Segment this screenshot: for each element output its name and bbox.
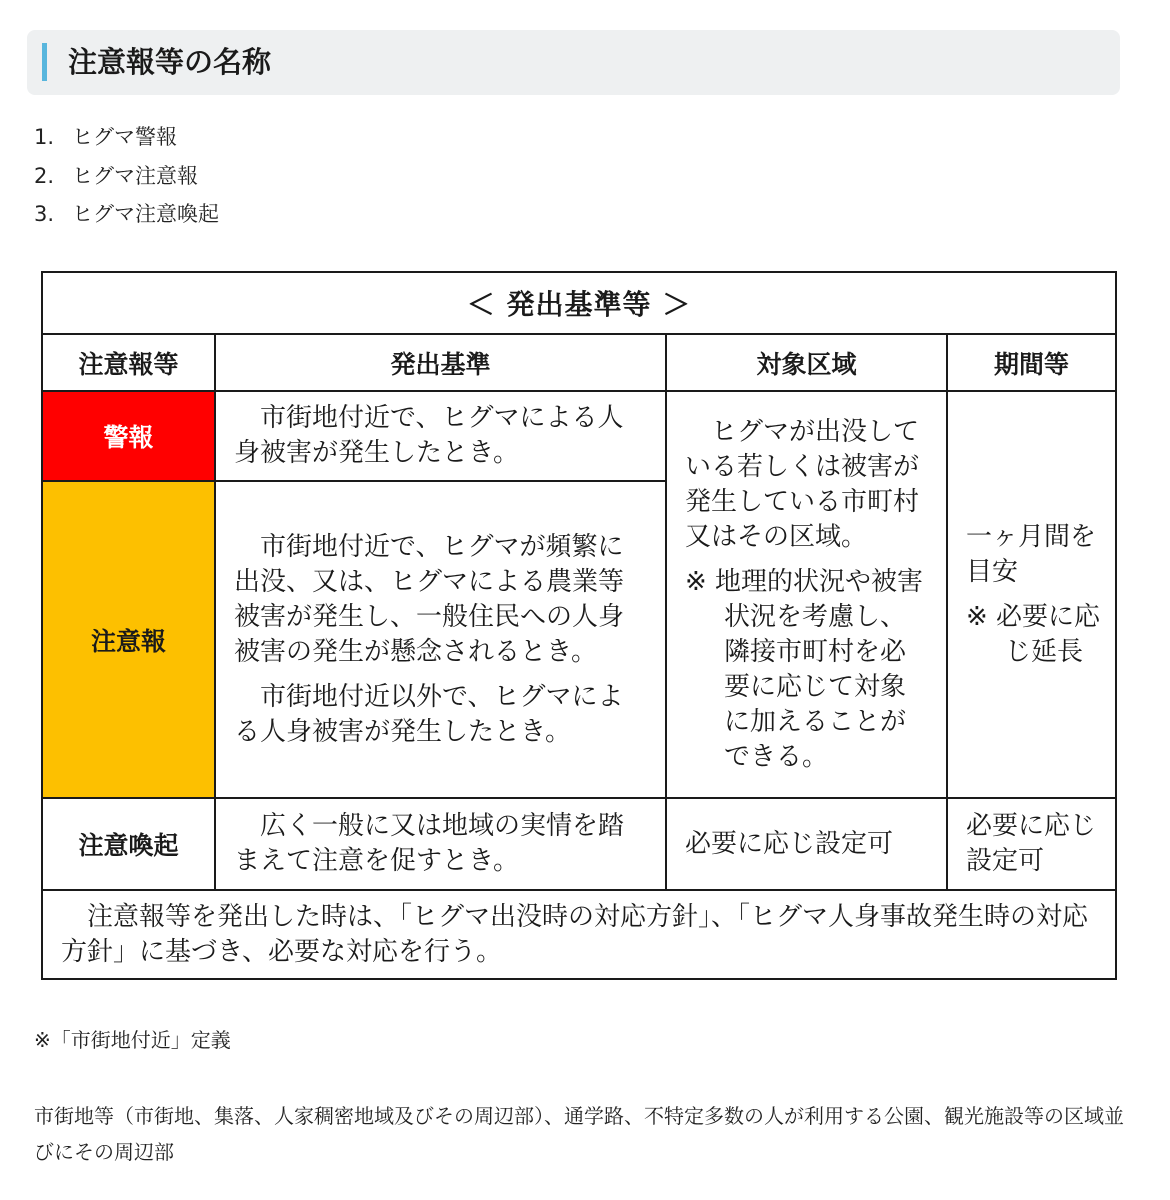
criteria-caution: 広く一般に又は地域の実情を踏まえて注意を促すとき。 (215, 798, 666, 890)
list-item: 3. ヒグマ注意喚起 (34, 202, 219, 226)
period-caution: 必要に応じ設定可 (947, 798, 1116, 890)
list-item: 1. ヒグマ警報 (34, 125, 177, 149)
criteria-warning: 市街地付近で、ヒグマによる人身被害が発生したとき。 (215, 391, 666, 481)
issuance-criteria-table (41, 271, 1117, 980)
definition-body: 市街地等（市街地、集落、人家稠密地域及びその周辺部）、通学路、不特定多数の人が利用する公園、観光施設等の区域並びにその周辺部 (34, 1104, 1124, 1164)
area-caution: 必要に応じ設定可 (666, 798, 947, 890)
criteria-advisory: 市街地付近で、ヒグマが頻繁に出没、又は、ヒグマによる農業等被害が発生し、一般住民への人身被害の発生が懸念されるとき。 市街地付近以外で、ヒグマによる人身被害が発生したとき。 (215, 481, 666, 798)
row-type-caution: 注意喚起 (42, 798, 215, 890)
table-footer-note: 注意報等を発出した時は、「ヒグマ出没時の対応方針」、「ヒグマ人身事故発生時の対応方針」に基づき、必要な対応を行う。 (42, 890, 1116, 979)
table-caption: ＜ 発出基準等 ＞ (42, 272, 1116, 334)
column-header-period: 期間等 (947, 334, 1116, 391)
row-type-advisory: 注意報 (42, 481, 215, 798)
list-item: 2. ヒグマ注意報 (34, 163, 198, 188)
page-title: 注意報等の名称 (68, 45, 272, 79)
area-shared: ヒグマが出没している若しくは被害が発生している市町村又はその区域。 ※ 地理的状況や被害状況を考慮し、隣接市町村を必要に応じて対象に加えることができる。 (666, 391, 947, 798)
alert-name-list (34, 118, 219, 234)
period-shared: 一ヶ月間を目安 ※ 必要に応じ延長 (947, 391, 1116, 798)
row-type-warning: 警報 (42, 391, 215, 481)
definition-title: ※「市街地付近」定義 (34, 1028, 231, 1052)
heading-accent-bar (42, 43, 47, 81)
column-header-area: 対象区域 (666, 334, 947, 391)
column-header-type: 注意報等 (42, 334, 215, 391)
column-header-criteria: 発出基準 (215, 334, 666, 391)
